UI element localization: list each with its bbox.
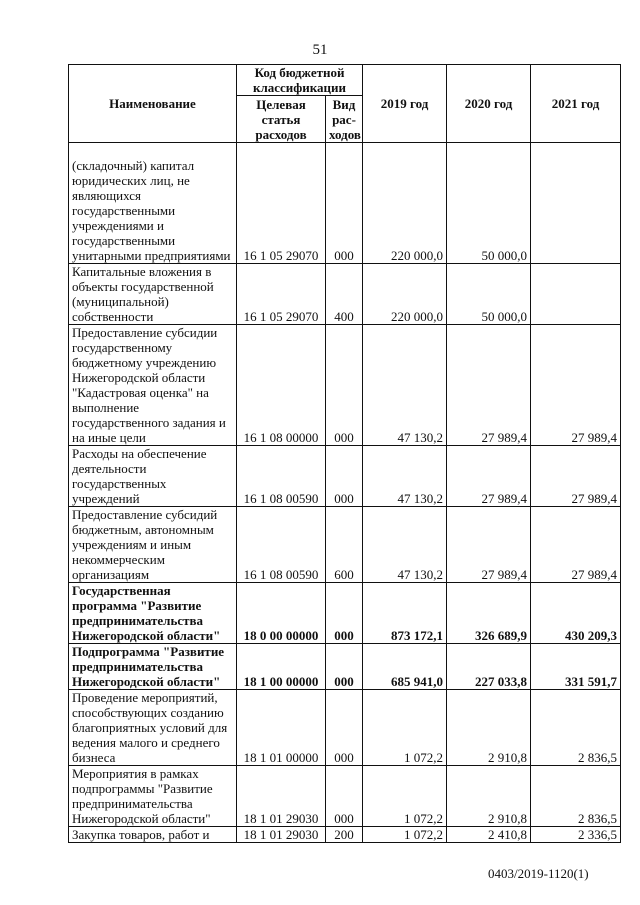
row-name: Предоставление субсидий бюджетным, автономным учреждениям и иным некоммерческим организациям	[69, 507, 237, 583]
table-row	[69, 644, 621, 690]
row-target-article: 18 0 00 00000	[237, 583, 326, 644]
row-value-2019: 47 130,2	[363, 446, 447, 507]
row-name: Закупка товаров, работ и	[69, 827, 237, 843]
row-value-2021: 27 989,4	[531, 325, 621, 446]
row-name: Предоставление субсидии государственному бюджетному учреждению Нижегородской области "Кадастровая оценка" на выполнение государственного задания и на иные цели	[69, 325, 237, 446]
table-row	[69, 325, 621, 446]
row-name: Капитальные вложения в объекты государственной (муниципальной) собственности	[69, 264, 237, 325]
row-value-2019: 220 000,0	[363, 143, 447, 264]
row-name: (складочный) капитал юридических лиц, не являющихся государственными учреждениями и государственными унитарными предприятиями	[69, 143, 237, 264]
row-target-article: 18 1 00 00000	[237, 644, 326, 690]
table-row	[69, 446, 621, 507]
row-expense-type: 000	[326, 325, 363, 446]
row-expense-type: 400	[326, 264, 363, 325]
row-value-2019: 220 000,0	[363, 264, 447, 325]
row-expense-type: 000	[326, 446, 363, 507]
table-row	[69, 690, 621, 766]
header-2021: 2021 год	[531, 65, 621, 143]
row-name: Проведение мероприятий, способствующих созданию благоприятных условий для ведения малого и среднего бизнеса	[69, 690, 237, 766]
row-expense-type: 000	[326, 644, 363, 690]
row-value-2020: 2 910,8	[447, 766, 531, 827]
row-value-2020: 50 000,0	[447, 143, 531, 264]
row-name: Подпрограмма "Развитие предпринимательства Нижегородской области"	[69, 644, 237, 690]
table-row	[69, 827, 621, 843]
header-2019: 2019 год	[363, 65, 447, 143]
row-target-article: 16 1 08 00000	[237, 325, 326, 446]
row-value-2021: 2 836,5	[531, 766, 621, 827]
row-value-2020: 27 989,4	[447, 507, 531, 583]
header-name: Наименование	[69, 65, 237, 143]
row-target-article: 16 1 05 29070	[237, 143, 326, 264]
row-value-2019: 47 130,2	[363, 325, 447, 446]
table-row	[69, 766, 621, 827]
row-value-2021: 27 989,4	[531, 446, 621, 507]
row-target-article: 18 1 01 29030	[237, 827, 326, 843]
row-target-article: 16 1 05 29070	[237, 264, 326, 325]
row-target-article: 16 1 08 00590	[237, 446, 326, 507]
row-expense-type: 600	[326, 507, 363, 583]
row-name: Мероприятия в рамках подпрограммы "Развитие предпринимательства Нижегородской области"	[69, 766, 237, 827]
row-target-article: 16 1 08 00590	[237, 507, 326, 583]
row-value-2019: 47 130,2	[363, 507, 447, 583]
table-row	[69, 583, 621, 644]
header-2020: 2020 год	[447, 65, 531, 143]
header-target-article: Целевая статья расходов	[237, 96, 326, 143]
row-value-2021	[531, 264, 621, 325]
row-value-2020: 27 989,4	[447, 325, 531, 446]
row-value-2020: 50 000,0	[447, 264, 531, 325]
row-expense-type: 000	[326, 690, 363, 766]
header-expense-type: Вид рас-ходов	[326, 96, 363, 143]
row-value-2021: 331 591,7	[531, 644, 621, 690]
row-name: Государственная программа "Развитие предпринимательства Нижегородской области"	[69, 583, 237, 644]
row-value-2019: 1 072,2	[363, 766, 447, 827]
row-name: Расходы на обеспечение деятельности государственных учреждений	[69, 446, 237, 507]
table-row	[69, 143, 621, 264]
document-code: 0403/2019-1120(1)	[488, 866, 589, 881]
row-value-2019: 873 172,1	[363, 583, 447, 644]
row-value-2021: 430 209,3	[531, 583, 621, 644]
row-value-2021: 2 336,5	[531, 827, 621, 843]
row-value-2019: 685 941,0	[363, 644, 447, 690]
row-value-2020: 2 910,8	[447, 690, 531, 766]
row-target-article: 18 1 01 00000	[237, 690, 326, 766]
header-code-group: Код бюджетной классификации	[237, 65, 363, 96]
table-row	[69, 507, 621, 583]
row-value-2021: 27 989,4	[531, 507, 621, 583]
page-number: 51	[312, 42, 328, 58]
row-value-2019: 1 072,2	[363, 827, 447, 843]
row-value-2020: 2 410,8	[447, 827, 531, 843]
row-expense-type: 200	[326, 827, 363, 843]
row-value-2021	[531, 143, 621, 264]
row-expense-type: 000	[326, 143, 363, 264]
row-target-article: 18 1 01 29030	[237, 766, 326, 827]
table-row	[69, 264, 621, 325]
row-value-2019: 1 072,2	[363, 690, 447, 766]
row-value-2020: 27 989,4	[447, 446, 531, 507]
row-value-2020: 326 689,9	[447, 583, 531, 644]
row-expense-type: 000	[326, 583, 363, 644]
row-value-2020: 227 033,8	[447, 644, 531, 690]
budget-table	[68, 64, 621, 843]
row-value-2021: 2 836,5	[531, 690, 621, 766]
row-expense-type: 000	[326, 766, 363, 827]
